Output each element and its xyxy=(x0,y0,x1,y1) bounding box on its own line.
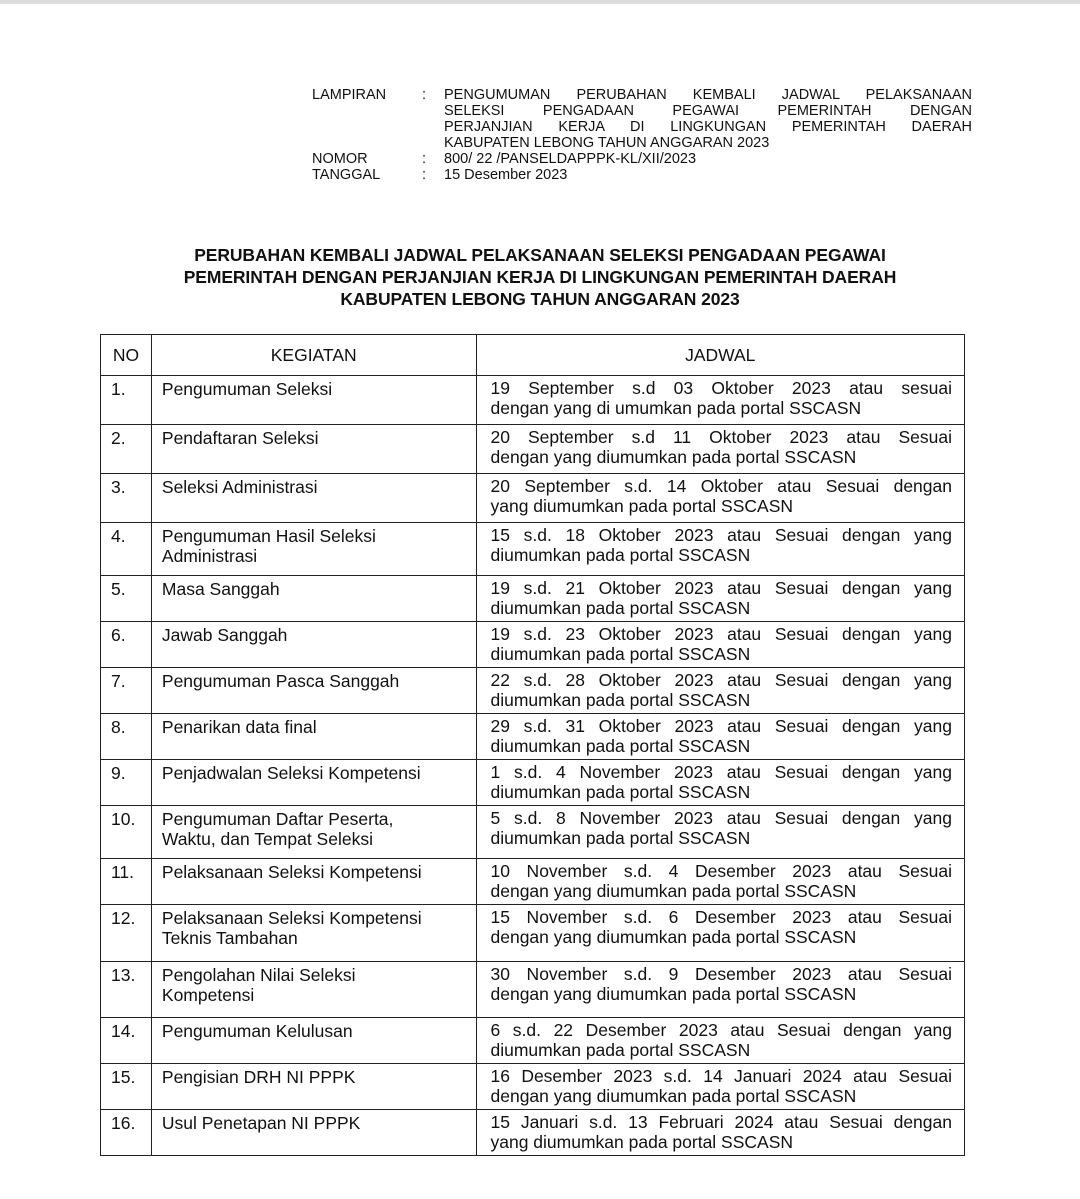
jadwal-cell xyxy=(476,622,965,668)
document-title xyxy=(100,244,980,310)
kegiatan-line: Pengumuman Daftar Peserta, xyxy=(161,809,394,829)
title-line: PEMERINTAH DENGAN PERJANJIAN KERJA DI LINGKUNGAN PEMERINTAH DAERAH xyxy=(183,267,897,287)
row-number: 10. xyxy=(101,806,152,859)
row-number: 14. xyxy=(101,1018,152,1064)
table-row xyxy=(101,668,965,714)
jadwal-line: 15 November s.d. 6 Desember 2023 atau Sesuai xyxy=(490,907,952,927)
tanggal-row xyxy=(312,167,972,183)
jadwal-line: 15 Januari s.d. 13 Februari 2024 atau Sesuai dengan xyxy=(490,1112,952,1132)
table-row xyxy=(101,376,965,425)
table-row xyxy=(101,905,965,962)
lampiran-line: PENGUMUMAN PERUBAHAN KEMBALI JADWAL PELAKSANAAN xyxy=(444,87,972,103)
jadwal-line: 5 s.d. 8 November 2023 atau Sesuai dengan yang xyxy=(490,808,952,828)
kegiatan-line: Usul Penetapan NI PPPK xyxy=(161,1113,361,1133)
jadwal-cell xyxy=(476,376,965,425)
kegiatan-line: Pengolahan Nilai Seleksi xyxy=(161,965,356,985)
kegiatan-cell xyxy=(151,622,476,668)
table-row xyxy=(101,1064,965,1110)
jadwal-cell xyxy=(476,714,965,760)
jadwal-line: 10 November s.d. 4 Desember 2023 atau Sesuai xyxy=(490,861,952,881)
nomor-label: NOMOR xyxy=(312,151,368,167)
kegiatan-line: Pengumuman Hasil Seleksi xyxy=(161,526,376,546)
kegiatan-cell xyxy=(151,576,476,622)
kegiatan-cell xyxy=(151,760,476,806)
jadwal-cell xyxy=(476,425,965,474)
kegiatan-cell xyxy=(151,962,476,1018)
nomor-value: 800/ 22 /PANSELDAPPPK-KL/XII/2023 xyxy=(444,151,697,167)
tanggal-value: 15 Desember 2023 xyxy=(444,167,568,183)
jadwal-line: yang diumumkan pada portal SSCASN xyxy=(490,1132,794,1152)
jadwal-line: dengan yang diumumkan pada portal SSCASN xyxy=(490,1086,857,1106)
row-number: 15. xyxy=(101,1064,152,1110)
kegiatan-line: Seleksi Administrasi xyxy=(161,477,318,497)
jadwal-cell xyxy=(476,474,965,523)
kegiatan-cell xyxy=(151,668,476,714)
jadwal-line: diumumkan pada portal SSCASN xyxy=(490,736,751,756)
lampiran-row xyxy=(312,87,972,151)
jadwal-cell xyxy=(476,806,965,859)
jadwal-line: diumumkan pada portal SSCASN xyxy=(490,644,751,664)
jadwal-line: 19 September s.d 03 Oktober 2023 atau sesuai xyxy=(490,378,952,398)
kegiatan-cell xyxy=(151,474,476,523)
table-row xyxy=(101,523,965,576)
jadwal-cell xyxy=(476,962,965,1018)
table-row xyxy=(101,806,965,859)
row-number: 8. xyxy=(101,714,152,760)
kegiatan-line: Pengumuman Pasca Sanggah xyxy=(161,671,400,691)
jadwal-cell xyxy=(476,668,965,714)
table-header-row xyxy=(101,335,965,376)
table-row xyxy=(101,1018,965,1064)
lampiran-line: SELEKSI PENGADAAN PEGAWAI PEMERINTAH DENGAN xyxy=(444,103,972,119)
lampiran-value xyxy=(444,87,972,151)
jadwal-line: 20 September s.d. 14 Oktober atau Sesuai dengan xyxy=(490,476,952,496)
title-line: KABUPATEN LEBONG TAHUN ANGGARAN 2023 xyxy=(340,289,740,309)
jadwal-line: dengan yang diumumkan pada portal SSCASN xyxy=(490,927,857,947)
nomor-row xyxy=(312,151,972,167)
jadwal-line: diumumkan pada portal SSCASN xyxy=(490,782,751,802)
jadwal-line: 1 s.d. 4 November 2023 atau Sesuai dengan yang xyxy=(490,762,952,782)
kegiatan-cell xyxy=(151,425,476,474)
kegiatan-line: Masa Sanggah xyxy=(161,579,280,599)
row-number: 11. xyxy=(101,859,152,905)
jadwal-line: 6 s.d. 22 Desember 2023 atau Sesuai dengan yang xyxy=(490,1020,952,1040)
table-row xyxy=(101,859,965,905)
kegiatan-line: Waktu, dan Tempat Seleksi xyxy=(161,829,373,849)
kegiatan-cell xyxy=(151,859,476,905)
jadwal-cell xyxy=(476,523,965,576)
title-line: PERUBAHAN KEMBALI JADWAL PELAKSANAAN SELEKSI PENGADAAN PEGAWAI xyxy=(194,245,886,265)
lampiran-line: PERJANJIAN KERJA DI LINGKUNGAN PEMERINTAH DAERAH xyxy=(444,119,972,135)
kegiatan-line: Jawab Sanggah xyxy=(161,625,288,645)
schedule-table xyxy=(100,334,965,1156)
header-kegiatan: KEGIATAN xyxy=(151,335,476,376)
jadwal-line: diumumkan pada portal SSCASN xyxy=(490,1040,751,1060)
table-row xyxy=(101,474,965,523)
row-number: 13. xyxy=(101,962,152,1018)
kegiatan-line: Pelaksanaan Seleksi Kompetensi xyxy=(161,862,422,882)
row-number: 7. xyxy=(101,668,152,714)
jadwal-line: yang diumumkan pada portal SSCASN xyxy=(490,496,794,516)
jadwal-cell xyxy=(476,1064,965,1110)
row-number: 3. xyxy=(101,474,152,523)
jadwal-line: diumumkan pada portal SSCASN xyxy=(490,828,751,848)
jadwal-cell xyxy=(476,760,965,806)
table-row xyxy=(101,622,965,668)
colon: : xyxy=(422,167,427,183)
row-number: 9. xyxy=(101,760,152,806)
row-number: 1. xyxy=(101,376,152,425)
jadwal-line: 30 November s.d. 9 Desember 2023 atau Sesuai xyxy=(490,964,952,984)
kegiatan-cell xyxy=(151,714,476,760)
kegiatan-line: Pelaksanaan Seleksi Kompetensi xyxy=(161,908,422,928)
kegiatan-line: Pengumuman Seleksi xyxy=(161,379,333,399)
header-jadwal: JADWAL xyxy=(476,335,965,376)
table-row xyxy=(101,714,965,760)
colon: : xyxy=(422,151,427,167)
kegiatan-line: Penjadwalan Seleksi Kompetensi xyxy=(161,763,421,783)
kegiatan-line: Teknis Tambahan xyxy=(161,928,298,948)
kegiatan-line: Pendaftaran Seleksi xyxy=(161,428,319,448)
kegiatan-cell xyxy=(151,806,476,859)
lampiran-label: LAMPIRAN xyxy=(312,87,387,103)
jadwal-cell xyxy=(476,1110,965,1156)
kegiatan-cell xyxy=(151,523,476,576)
jadwal-line: dengan yang diumumkan pada portal SSCASN xyxy=(490,447,857,467)
jadwal-line: dengan yang diumumkan pada portal SSCASN xyxy=(490,984,857,1004)
kegiatan-line: Kompetensi xyxy=(161,985,255,1005)
kegiatan-cell xyxy=(151,1018,476,1064)
kegiatan-cell xyxy=(151,1064,476,1110)
kegiatan-line: Pengumuman Kelulusan xyxy=(161,1021,353,1041)
row-number: 16. xyxy=(101,1110,152,1156)
jadwal-line: 22 s.d. 28 Oktober 2023 atau Sesuai dengan yang xyxy=(490,670,952,690)
jadwal-cell xyxy=(476,1018,965,1064)
colon: : xyxy=(422,87,427,103)
kegiatan-line: Penarikan data final xyxy=(161,717,317,737)
table-row xyxy=(101,425,965,474)
jadwal-cell xyxy=(476,576,965,622)
jadwal-line: diumumkan pada portal SSCASN xyxy=(490,690,751,710)
tanggal-label: TANGGAL xyxy=(312,167,381,183)
jadwal-line: 29 s.d. 31 Oktober 2023 atau Sesuai dengan yang xyxy=(490,716,952,736)
table-row xyxy=(101,1110,965,1156)
row-number: 4. xyxy=(101,523,152,576)
lampiran-line: KABUPATEN LEBONG TAHUN ANGGARAN 2023 xyxy=(444,135,770,151)
attachment-header xyxy=(312,87,972,183)
kegiatan-cell xyxy=(151,376,476,425)
kegiatan-cell xyxy=(151,905,476,962)
header-no: NO xyxy=(101,335,152,376)
row-number: 12. xyxy=(101,905,152,962)
jadwal-line: 19 s.d. 23 Oktober 2023 atau Sesuai dengan yang xyxy=(490,624,952,644)
jadwal-cell xyxy=(476,905,965,962)
jadwal-line: diumumkan pada portal SSCASN xyxy=(490,598,751,618)
jadwal-line: diumumkan pada portal SSCASN xyxy=(490,545,751,565)
row-number: 2. xyxy=(101,425,152,474)
top-border-strip xyxy=(0,0,1080,4)
row-number: 5. xyxy=(101,576,152,622)
jadwal-line: 20 September s.d 11 Oktober 2023 atau Sesuai xyxy=(490,427,952,447)
jadwal-line: 15 s.d. 18 Oktober 2023 atau Sesuai dengan yang xyxy=(490,525,952,545)
row-number: 6. xyxy=(101,622,152,668)
jadwal-line: dengan yang di umumkan pada portal SSCASN xyxy=(490,398,862,418)
table-row xyxy=(101,576,965,622)
jadwal-line: 16 Desember 2023 s.d. 14 Januari 2024 atau Sesuai xyxy=(490,1066,952,1086)
jadwal-line: dengan yang diumumkan pada portal SSCASN xyxy=(490,881,857,901)
jadwal-line: 19 s.d. 21 Oktober 2023 atau Sesuai dengan yang xyxy=(490,578,952,598)
jadwal-cell xyxy=(476,859,965,905)
kegiatan-cell xyxy=(151,1110,476,1156)
kegiatan-line: Pengisian DRH NI PPPK xyxy=(161,1067,356,1087)
table-row xyxy=(101,760,965,806)
kegiatan-line: Administrasi xyxy=(161,546,258,566)
table-row xyxy=(101,962,965,1018)
